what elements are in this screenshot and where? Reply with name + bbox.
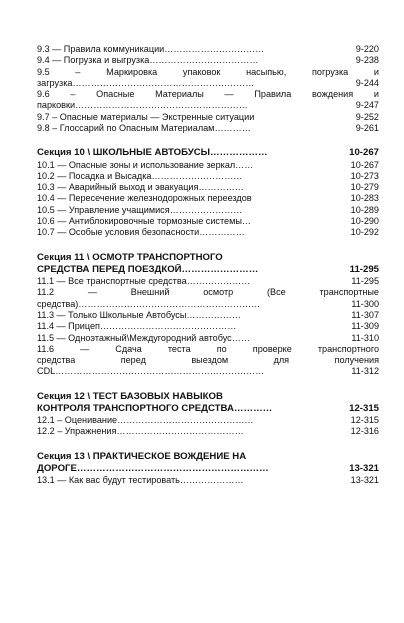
toc-entry-11-2-line2[interactable] [37, 299, 379, 310]
toc-entry-9-8[interactable] [37, 123, 379, 134]
section-title: Секция 11 \ ОСМОТР ТРАНСПОРТНОГО [37, 251, 223, 263]
toc-entry-10-1[interactable] [37, 160, 379, 171]
toc-entry-9-4[interactable] [37, 55, 379, 66]
toc-page-number: 13-321 [350, 475, 379, 486]
toc-page-number: 9-247 [355, 100, 379, 111]
toc-entry-text: 10.4 — Пересечение железнодорожных переездов [37, 193, 252, 204]
toc-entry-12-1[interactable] [37, 415, 379, 426]
toc-entry-10-3[interactable] [37, 182, 379, 193]
toc-page-number: 11-312 [351, 366, 379, 377]
toc-entry-13-1[interactable] [37, 475, 379, 486]
toc-entry-9-3[interactable] [37, 44, 379, 55]
toc-entry-text: 9.4 — Погрузка и выгрузка……………………………… [37, 55, 259, 66]
toc-page-number: 11-309 [351, 321, 379, 332]
toc-entry-text: средства)…………………………………………………… [37, 298, 261, 309]
section-title: КОНТРОЛЯ ТРАНСПОРТНОГО СРЕДСТВА………… [37, 402, 273, 414]
toc-page-number: 12-315 [349, 402, 379, 414]
toc-section-12-heading-line2[interactable] [37, 403, 379, 415]
toc-entry-10-7[interactable] [37, 227, 379, 238]
toc-entry-text: 11.3 — Только Школьные Автобусы……………… [37, 309, 241, 320]
toc-page-number: 9-244 [355, 77, 379, 88]
toc-entry-12-2[interactable] [37, 426, 379, 437]
toc-page-number: 11-295 [351, 276, 379, 287]
toc-entry-text: 10.5 — Управление учащимися…………………… [37, 204, 243, 215]
toc-entry-text: 9.5 – Маркировка упаковок насыпью, погрузка и [37, 66, 379, 77]
toc-page-number: 11-310 [351, 332, 379, 343]
toc-entry-text: 9.8 – Глоссарий по Опасным Материалам………… [37, 123, 251, 134]
toc-section-13-heading-line1[interactable] [37, 451, 379, 463]
toc-entry-text: 10.6 — Антиблокировочные тормозные системы… [37, 216, 251, 227]
toc-entry-text: 11.4 — Прицеп……………………………………… [37, 321, 237, 332]
toc-page-number: 9-252 [355, 111, 379, 122]
toc-entry-10-6[interactable] [37, 216, 379, 227]
toc-page-number: 9-220 [355, 44, 379, 54]
toc-page-number: 10-273 [350, 170, 379, 181]
toc-entry-text: 9.7 – Опасные материалы — Экстренные ситуации [37, 111, 255, 122]
section-title: Секция 12 \ ТЕСТ БАЗОВЫХ НАВЫКОВ [37, 390, 223, 402]
toc-entry-text: 10.2 — Посадка и Высадка………………………… [37, 170, 243, 181]
toc-section-13-heading-line2[interactable] [37, 463, 379, 475]
section-title: Секция 10 \ ШКОЛЬНЫЕ АВТОБУСЫ……………… [37, 147, 268, 159]
toc-entry-text: 10.1 — Опасные зоны и использование зеркал…… [37, 159, 254, 170]
section-title: Секция 13 \ ПРАКТИЧЕСКОЕ ВОЖДЕНИЕ НА [37, 450, 247, 462]
toc-page-number: 9-261 [355, 123, 379, 134]
toc-page-number: 10-267 [350, 159, 379, 170]
toc-entry-9-6-line2[interactable] [37, 100, 379, 111]
toc-entry-text: парковки………………………………………………… [37, 100, 248, 111]
toc-page-number: 10-292 [350, 227, 379, 238]
toc-page-number: 10-267 [349, 147, 379, 159]
toc-entry-text: 9.6 – Опасные Материалы — Правила вождения и [37, 89, 379, 100]
toc-entry-10-4[interactable] [37, 193, 379, 204]
toc-entry-10-2[interactable] [37, 171, 379, 182]
toc-entry-text: CDL…………………………………………………………… [37, 366, 265, 377]
toc-page-number: 10-290 [350, 216, 379, 227]
toc-page-number: 10-283 [350, 193, 379, 204]
table-of-contents [37, 44, 379, 486]
toc-page-number: 9-238 [355, 55, 379, 66]
toc-entry-11-6-line1[interactable] [37, 344, 379, 355]
toc-section-10-heading[interactable] [37, 147, 379, 159]
toc-entry-text: 10.3 — Аварийный выход и эвакуация…………… [37, 182, 244, 193]
section-title: СРЕДСТВА ПЕРЕД ПОЕЗДКОЙ…………………… [37, 263, 259, 275]
toc-page-number: 13-321 [349, 462, 379, 474]
toc-entry-11-6-line3[interactable] [37, 366, 379, 377]
toc-page-number: 10-289 [350, 204, 379, 215]
toc-entry-9-5-line2[interactable] [37, 78, 379, 89]
toc-section-11-heading-line2[interactable] [37, 264, 379, 276]
toc-entry-text: 11.6 — Сдача теста по проверке транспортного [37, 343, 379, 354]
toc-entry-11-6-line2[interactable] [37, 355, 379, 366]
toc-page-number: 11-295 [349, 263, 379, 275]
toc-entry-text: загрузка…………………………………………………… [37, 77, 255, 88]
toc-page-number: 12-316 [350, 426, 379, 437]
toc-entry-text: 11.5 — Одноэтажный\Междугородний автобус…… [37, 332, 250, 343]
toc-entry-text: 9.3 — Правила коммуникации…………………………… [37, 44, 265, 54]
toc-entry-10-5[interactable] [37, 205, 379, 216]
toc-entry-9-5-line1[interactable] [37, 67, 379, 78]
toc-entry-text: 12.1 – Оценивание……………………………………… [37, 415, 254, 426]
toc-page-number: 11-307 [351, 309, 379, 320]
toc-entry-text: 12.2 – Упражнения…………………………………… [37, 426, 244, 437]
toc-entry-text: средства перед выездом для получения [37, 355, 379, 366]
toc-entry-text: 11.1 — Все транспортные средства………………… [37, 276, 251, 287]
toc-entry-11-3[interactable] [37, 310, 379, 321]
toc-entry-9-6-line1[interactable] [37, 89, 379, 100]
section-title: ДОРОГЕ…………………………………………………… [37, 462, 269, 474]
toc-entry-text: 10.7 — Особые условия безопасности…………… [37, 227, 245, 238]
toc-entry-text: 13.1 — Как вас будут тестировать………………… [37, 475, 244, 486]
toc-page-number: 12-315 [350, 415, 379, 426]
toc-entry-11-5[interactable] [37, 333, 379, 344]
toc-entry-11-1[interactable] [37, 276, 379, 287]
toc-page-number: 11-300 [351, 298, 379, 309]
toc-page-number: 10-279 [350, 182, 379, 193]
toc-entry-9-7[interactable] [37, 112, 379, 123]
toc-section-11-heading-line1[interactable] [37, 252, 379, 264]
toc-entry-text: 11.2 — Внешний осмотр (Все транспортные [37, 287, 379, 298]
toc-section-12-heading-line1[interactable] [37, 391, 379, 403]
toc-entry-11-2-line1[interactable] [37, 287, 379, 298]
toc-entry-11-4[interactable] [37, 321, 379, 332]
